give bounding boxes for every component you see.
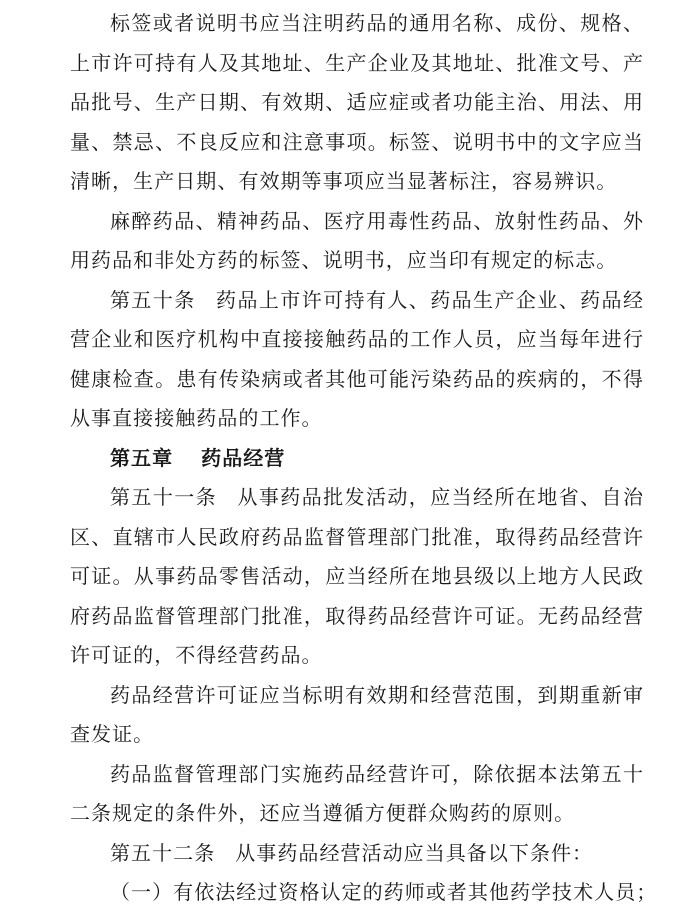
paragraph-special-drugs-marking: 麻醉药品、精神药品、医疗用毒性药品、放射性药品、外用药品和非处方药的标签、说明书，应当印有规定的标志。 [70, 208, 644, 272]
article-51-text: 从事药品批发活动，应当经所在地省、自治区、直辖市人民政府药品监督管理部门批准，取得药品经营许可证。从事药品零售活动，应当经所在地县级以上地方人民政府药品监督管理部门批准，取得药品经营许可证。无药品经营许可证的，不得经营药品。 [70, 485, 645, 667]
article-50-text: 药品上市许可持有人、药品生产企业、药品经营企业和医疗机构中直接接触药品的工作人员，应当每年进行健康检查。患有传染病或者其他可能污染药品的疾病的，不得从事直接接触药品的工作。 [70, 287, 645, 430]
article-52-text: 从事药品经营活动应当具备以下条件： [235, 840, 594, 865]
article-50 [70, 281, 644, 439]
article-51 [70, 478, 644, 676]
paragraph-label-requirements: 标签或者说明书应当注明药品的通用名称、成份、规格、上市许可持有人及其地址、生产企业及其地址、批准文号、产品批号、生产日期、有效期、适应症或者功能主治、用法、用量、禁忌、不良反应和注意事项。标签、说明书中的文字应当清晰，生产日期、有效期等事项应当显著标注，容易辨识。 [70, 11, 644, 193]
article-52 [70, 834, 644, 874]
article-51-number: 第五十一条 [110, 485, 218, 509]
chapter-heading [70, 439, 644, 479]
article-50-number: 第五十条 [110, 287, 196, 312]
paragraph-license-principle: 药品监督管理部门实施药品经营许可，除依据本法第五十二条规定的条件外，还应当遵循方便群众购药的原则。 [70, 761, 644, 825]
paragraph-license-validity: 药品经营许可证应当标明有效期和经营范围，到期重新审查发证。 [70, 682, 644, 746]
article-52-item-1: （一）有依法经过资格认定的药师或者其他药学技术人员； [110, 880, 658, 904]
chapter-number: 第五章 [110, 445, 174, 470]
article-52-number: 第五十二条 [110, 840, 216, 865]
chapter-title: 药品经营 [201, 445, 286, 470]
